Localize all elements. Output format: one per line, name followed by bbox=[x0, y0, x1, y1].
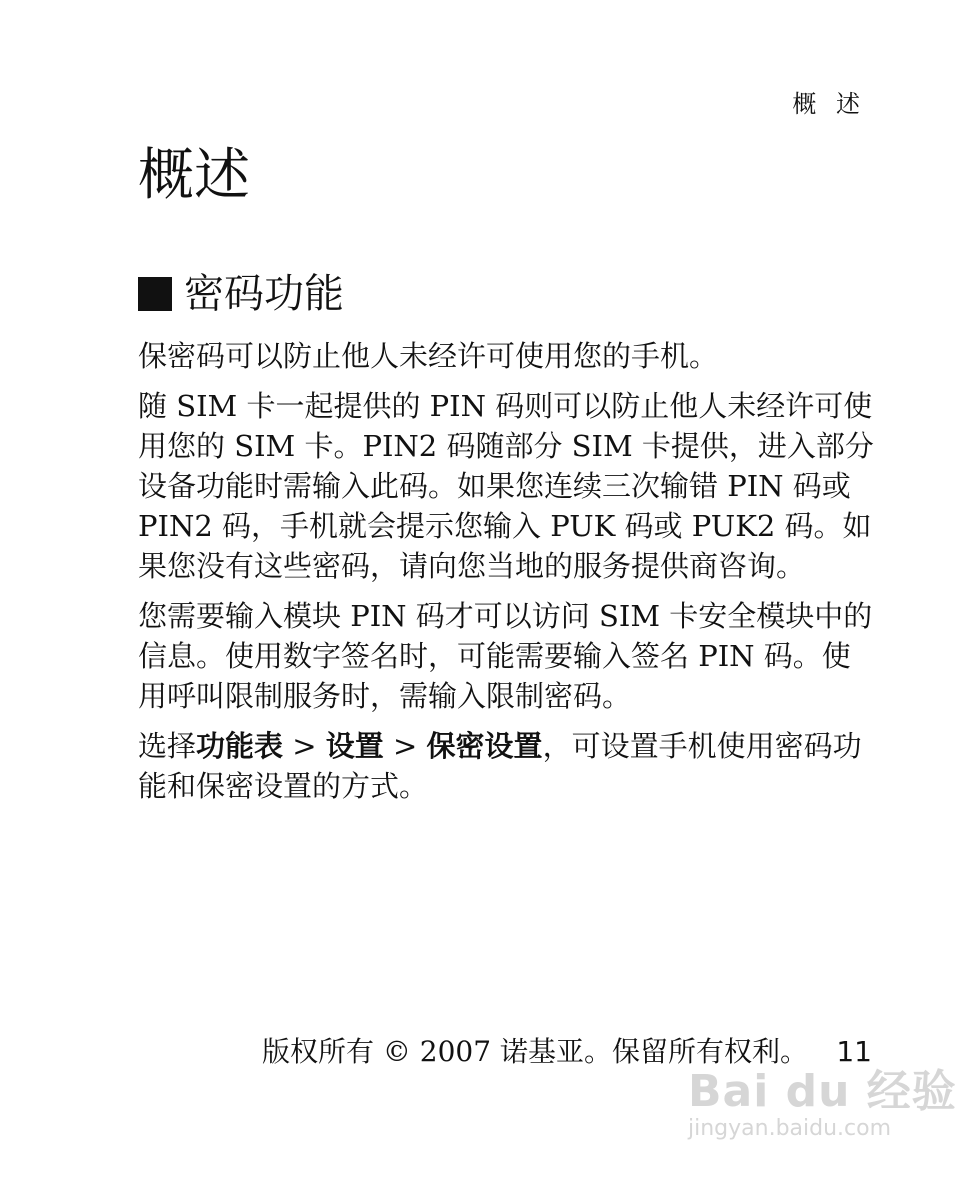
watermark-url: jingyan.baidu.com bbox=[688, 1116, 892, 1141]
copyright-text: 版权所有 © 2007 诺基亚。保留所有权利。 bbox=[262, 1035, 808, 1068]
menu-path-separator: > bbox=[383, 729, 427, 763]
page-title: 概述 bbox=[138, 143, 250, 208]
menu-item-settings: 设置 bbox=[325, 729, 384, 763]
menu-path-separator: > bbox=[283, 729, 326, 763]
paragraph-pin-codes: 随 SIM 卡一起提供的 PIN 码则可以防止他人未经许可使用您的 SIM 卡。PIN2 码随部分 SIM 卡提供，进入部分设备功能时需输入此码。如果您连续三次输错 PIN 码或 PIN2 码，手机就会提示您输入 PUK 码或 PUK2 码。如果您没有这些密码，请向您当地的服务提供商咨询。 bbox=[138, 389, 874, 583]
black-square-icon bbox=[138, 277, 172, 311]
menu-item-security-settings: 保密设置 bbox=[426, 729, 543, 763]
page-footer bbox=[262, 1034, 872, 1070]
watermark-logo: Bai du 经验 bbox=[688, 1066, 957, 1117]
paragraph-menu-path bbox=[138, 726, 878, 806]
running-header: 概 述 bbox=[792, 90, 866, 118]
menu-path-prefix: 选择 bbox=[138, 729, 197, 763]
baidu-watermark bbox=[688, 1068, 957, 1142]
page-number: 11 bbox=[836, 1035, 872, 1068]
section-heading bbox=[138, 270, 344, 318]
paragraph-module-pin: 您需要输入模块 PIN 码才可以访问 SIM 卡安全模块中的信息。使用数字签名时，可能需要输入签名 PIN 码。使用呼叫限制服务时，需输入限制密码。 bbox=[138, 599, 873, 713]
menu-item-menu: 功能表 bbox=[196, 729, 284, 763]
section-body bbox=[138, 336, 878, 816]
paragraph-passcodes: 保密码可以防止他人未经许可使用您的手机。 bbox=[138, 339, 719, 373]
section-title: 密码功能 bbox=[184, 271, 344, 317]
menu-path-suffix: ，可设置手机使用密码功能和保密设置的方式。 bbox=[138, 729, 862, 803]
